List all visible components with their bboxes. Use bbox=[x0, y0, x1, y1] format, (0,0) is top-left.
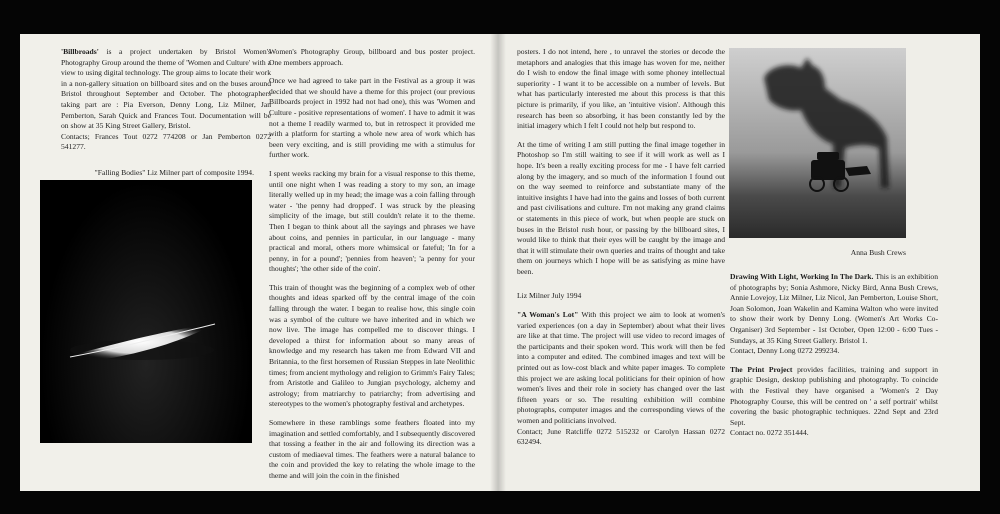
billbroads-paragraph bbox=[61, 47, 271, 153]
womans-lot-contact: Contact; June Ratcliffe 0272 515232 or Carolyn Hassan 0272 632494. bbox=[517, 426, 725, 447]
feather-caption: "Falling Bodies" Liz Milner part of composite 1994. bbox=[94, 168, 254, 177]
lp-col2-p1: Women's Photography Group, billboard and bus poster project. One members approach. bbox=[269, 47, 475, 67]
horse-caption: Anna Bush Crews bbox=[850, 248, 906, 257]
spine-shadow bbox=[490, 34, 506, 491]
left-col-1 bbox=[61, 47, 271, 161]
print-title: The Print Project bbox=[730, 364, 793, 374]
womans-lot-paragraph bbox=[517, 310, 725, 448]
drawing-contact: Contact, Denny Long 0272 299234. bbox=[730, 346, 840, 356]
rp-col1-p2: At the time of writing I am still putting the final image together in Photoshop so I'm still waiting to see if it will work as well as I hope. It's been a really exciting process for me - I have felt carried along by the imagery, and so much of the information I found out on the way seemed to reinforce and substantiate many of the intuitive insights I have had into the gains and losses of both current and past civilisations and culture. I'm not making any grand claims or statements in this piece of work, but when people are stuck on buses in the Bristol rush hour, or passing by the billboard sites, I would like to think that their eyes will be caught by the image and that it will stimulate their own queries and trains of thought and take them on journeys which I hope will be as satisfying as mine have been. bbox=[517, 139, 725, 276]
billbroads-title: 'Billbroads' bbox=[61, 47, 99, 56]
right-col-1 bbox=[517, 47, 725, 456]
horse-photo bbox=[729, 48, 906, 238]
lp-col2-p3: I spent weeks racking my brain for a visual response to this theme, until one night when I was reading a story to my son, an image literally welled up in my head; the image was a coin falling through water - 'the penny had dropped'. I was struck by the pleasing simplicity of the image, but still couldn't relate it to the theme. Then I began to think about all the sayings and phrases we have about coins, and pennies in particular, in our language - many practical and moral, others more whimsical or fateful; 'In for a penny, in for a pound'; 'pennies from heaven'; 'a penny for your thoughts'; 'the other side of the coin'. bbox=[269, 168, 475, 274]
left-col-2 bbox=[269, 47, 475, 490]
drawing-text: This is an exhibition of photographs by; Sonia Ashmore, Nicky Bird, Anna Bush Crews, Annie Lovejoy, Liz Milner, Liz Nicol, Jan Pemberton, Louise Short, Joan Solomon, Joan Wakelin and Kamina Walton who were invited to show their work by Denny Long. (Women's Art Works Co-Organiser) 3rd September - 1st October, Open 12:00 - 6:00 Tues - Sundays, at 35 King Street Gallery. Bristol 1. bbox=[730, 272, 938, 345]
womans-lot-title: "A Woman's Lot" bbox=[517, 310, 579, 320]
womans-lot-text: With this project we aim to look at women's varied experiences (on a day in September) about what their lives are like at that time. The project will use video to record images of the participants and their spoken word. This work will then be fed into a computer and edited. The combined images and text will be printed out as low-cost black and white paper images. To complete this project we are asking local politicians for their opinion of how women's lives and their role in society has changed over the last fifteen years or so. The resulting exhibition will combine photographs, computer images and the corresponding views of the women and politicians involved. bbox=[517, 310, 725, 425]
lp-col2-p4: This train of thought was the beginning of a complex web of other thoughts and ideas sparked off by the central image of the coin falling through the water. I began to realise how, this single coin was a symbol of the culture we have inherited and in which we now live. The image has compelled me to discover things. I developed a thirst for information about so many areas of knowledge and my research has taken me from Edward VII and Britannia, to the first horsemen of Russian Steppes in late Neolithic times; from ancient mythology and religion to Grimm's Fairy Tales; from Aristotle and Galileo to Jungian psychology, alchemy and astrology; from matriarchy to patriarchy; from advertising and stereotypes to the women's photography festival and archetypes. bbox=[269, 282, 475, 409]
drawing-paragraph bbox=[730, 272, 938, 357]
lp-col2-p2: Once we had agreed to take part in the Festival as a group it was decided that we should have a theme for this project (our previous Billboards project in 1992 had not had one), this was 'Women and Culture - positive representations of women'. I have to admit it was not a theme I readily warmed to, but in retrospect it provided me with a platform for starting a whole new area of work which has been very exciting, and is still providing me with a stimulus for further work. bbox=[269, 76, 475, 160]
billbroads-text: is a project undertaken by Bristol Women's Photography Group around the theme of 'Women and Culture' with a view to using digital technology. The group aims to locate their work in a non-gallery situation on billboard sites and on the buses around Bristol throughout September and October. The photographers taking part are : Pia Everson, Denny Long, Liz Milner, Jan Pemberton, Sarah Quick and Frances Tout. Documentation will be on show at 35 King Street Gallery, Bristol. bbox=[61, 47, 271, 131]
billbroads-contacts: Contacts; Frances Tout 0272 774208 or Jan Pemberton 0272 541277. bbox=[61, 131, 271, 152]
rp-col1-p1: posters. I do not intend, here , to unravel the stories or decode the metaphors and analogies that this image has woven for me, neither do I wish to endow the final image with some phoney intellectual superiority - I want it to be accessible on a number of levels. But what has particularly interested me about this process is that this picture is primarily, if you like, an 'intuitive vision'. Although this research has been so absorbing, it has been constantly led by the initial imagery which I felt I could not help but respond to. bbox=[517, 47, 725, 131]
lp-col2-p5: Somewhere in these ramblings some feathers floated into my imagination and settled comfortably, and I subsequently discovered that tossing a feather in the air and following its direction was a custom of mediaeval times. The feathers were a natural balance to the coin and provided the key to relating the whole image to the theme and will join the coin in the finished bbox=[269, 418, 475, 480]
print-contact: Contact no. 0272 351444. bbox=[730, 428, 809, 438]
print-text: provides facilities, training and support in graphic Design, desktop publishing and photography. To coincide with the Festival they have organised a 'Women's 2 Day Photography Course, this will be centred on ' a self portrait' whilst covering the basic photographic techniques. 22nd Sept and 23rd Sept. bbox=[730, 364, 939, 427]
horse-carriage-image bbox=[729, 48, 906, 238]
right-col-2 bbox=[730, 272, 938, 447]
drawing-title: Drawing With Light, Working In The Dark. bbox=[730, 272, 874, 281]
signoff: Liz Milner July 1994 bbox=[517, 291, 582, 301]
print-paragraph bbox=[730, 365, 938, 439]
feather-image bbox=[40, 180, 252, 443]
feather-photo bbox=[40, 180, 252, 443]
